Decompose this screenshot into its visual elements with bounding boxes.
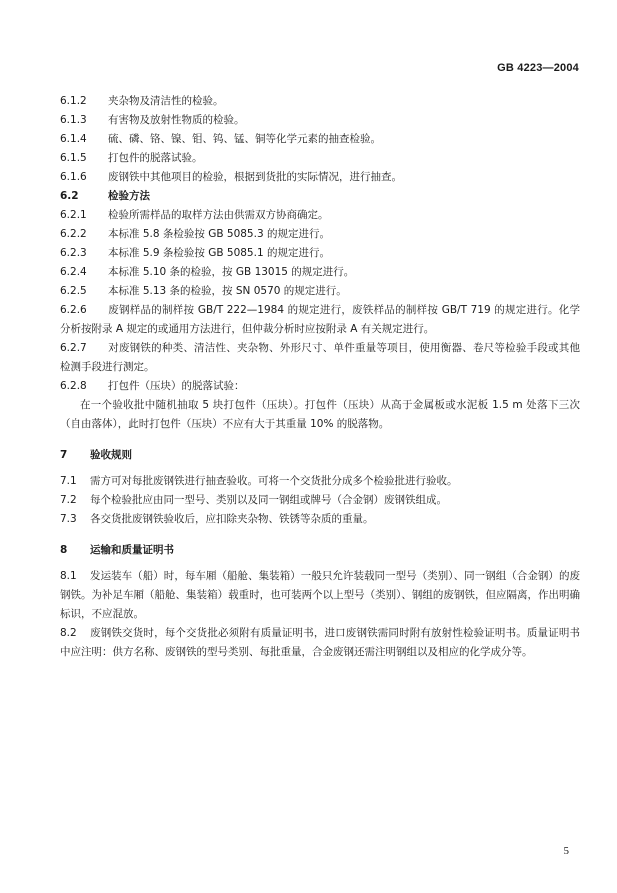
document-body — [60, 92, 580, 662]
clause-text: 废钢铁交货时，每个交货批必须附有质量证明书，进口废钢铁需同时附有放射性检验证明书。质量证明书中应注明：供方名称、废钢铁的型号类别、每批重量，合金废钢还需注明钢组以及相应的化学成分等。 — [60, 627, 580, 658]
section-title: 验收规则 — [90, 449, 132, 461]
clause-6-2-5 — [60, 282, 580, 301]
clause-number: 6.1.2 — [60, 95, 87, 107]
clause-text: 打包件的脱落试验。 — [108, 152, 203, 164]
clause-text: 夹杂物及清洁性的检验。 — [108, 95, 224, 107]
clause-text: 硫、磷、铬、镍、钼、钨、锰、铜等化学元素的抽查检验。 — [108, 133, 381, 145]
clause-number: 6.2.4 — [60, 266, 87, 278]
clause-number: 6.2.7 — [60, 342, 87, 354]
clause-number: 6.2.1 — [60, 209, 87, 221]
clause-number: 6.2.6 — [60, 304, 87, 316]
clause-number: 7.3 — [60, 513, 77, 525]
clause-6-1-4 — [60, 130, 580, 149]
clause-text: 发运装车（船）时，每车厢（船舱、集装箱）一般只允许装载同一型号（类别）、同一钢组（合金钢）的废钢铁。为补足车厢（船舱、集装箱）载重时，也可装两个以上型号（类别）、钢组的废钢铁，但应隔离，作出明确标识，不应混放。 — [60, 570, 580, 620]
clause-6-1-3 — [60, 111, 580, 130]
clause-number: 8.1 — [60, 570, 77, 582]
clause-text: 对废钢铁的种类、清洁性、夹杂物、外形尺寸、单件重量等项目，使用衡器、卷尺等检验手段或其他检测手段进行测定。 — [60, 342, 580, 373]
clause-6-2-8 — [60, 377, 580, 396]
clause-number: 6.2.3 — [60, 247, 87, 259]
section-heading-8 — [60, 541, 580, 560]
page-number: 5 — [563, 845, 569, 857]
clause-text: 本标准 5.13 条的检验，按 SN 0570 的规定进行。 — [108, 285, 347, 297]
clause-7-3 — [60, 510, 580, 529]
clause-6-2-3 — [60, 244, 580, 263]
clause-text: 本标准 5.9 条检验按 GB 5085.1 的规定进行。 — [108, 247, 330, 259]
clause-text: 需方可对每批废钢铁进行抽查验收。可将一个交货批分成多个检验批进行验收。 — [90, 475, 458, 487]
clause-number: 6.1.6 — [60, 171, 87, 183]
clause-7-1 — [60, 472, 580, 491]
clause-text: 打包件（压块）的脱落试验： — [108, 380, 245, 392]
clause-8-1 — [60, 567, 580, 624]
section-heading-7 — [60, 446, 580, 465]
section-title: 检验方法 — [108, 190, 150, 202]
clause-text: 本标准 5.10 条的检验，按 GB 13015 的规定进行。 — [108, 266, 355, 278]
clause-7-2 — [60, 491, 580, 510]
section-number: 6.2 — [60, 190, 79, 202]
clause-text: 每个检验批应由同一型号、类别以及同一钢组或牌号（合金钢）废钢铁组成。 — [90, 494, 447, 506]
section-number: 8 — [60, 544, 68, 556]
clause-number: 6.2.8 — [60, 380, 87, 392]
section-title: 运输和质量证明书 — [90, 544, 174, 556]
clause-text: 检验所需样品的取样方法由供需双方协商确定。 — [108, 209, 329, 221]
clause-number: 6.2.2 — [60, 228, 87, 240]
clause-number: 8.2 — [60, 627, 77, 639]
clause-6-2-2 — [60, 225, 580, 244]
section-number: 7 — [60, 449, 68, 461]
clause-6-2-1 — [60, 206, 580, 225]
clause-text: 废钢铁中其他项目的检验，根据到货批的实际情况，进行抽查。 — [108, 171, 402, 183]
clause-text: 有害物及放射性物质的检验。 — [108, 114, 245, 126]
clause-number: 7.2 — [60, 494, 77, 506]
clause-6-1-6 — [60, 168, 580, 187]
clause-6-2-7 — [60, 339, 580, 377]
clause-text: 本标准 5.8 条检验按 GB 5085.3 的规定进行。 — [108, 228, 330, 240]
drop-test-paragraph: 在一个验收批中随机抽取 5 块打包件（压块）。打包件（压块）从高于金属板或水泥板 1.5 m 处落下三次（自由落体），此时打包件（压块）不应有大于其重量 10% 的脱落物。 — [60, 399, 580, 430]
clause-number: 6.2.5 — [60, 285, 87, 297]
clause-number: 6.1.3 — [60, 114, 87, 126]
section-heading-6-2 — [60, 187, 580, 206]
clause-6-1-5 — [60, 149, 580, 168]
standard-code: GB 4223—2004 — [497, 62, 579, 74]
clause-6-1-2 — [60, 92, 580, 111]
clause-number: 7.1 — [60, 475, 77, 487]
clause-number: 6.1.5 — [60, 152, 87, 164]
clause-text: 废钢样品的制样按 GB/T 222—1984 的规定进行，废铁样品的制样按 GB/T 719 的规定进行。化学分析按附录 A 规定的或通用方法进行，但仲裁分析时应按附录 A 有关规定进行。 — [60, 304, 580, 335]
clause-8-2 — [60, 624, 580, 662]
clause-6-2-6 — [60, 301, 580, 339]
clause-6-2-4 — [60, 263, 580, 282]
clause-number: 6.1.4 — [60, 133, 87, 145]
clause-text: 各交货批废钢铁验收后，应扣除夹杂物、铁锈等杂质的重量。 — [90, 513, 374, 525]
